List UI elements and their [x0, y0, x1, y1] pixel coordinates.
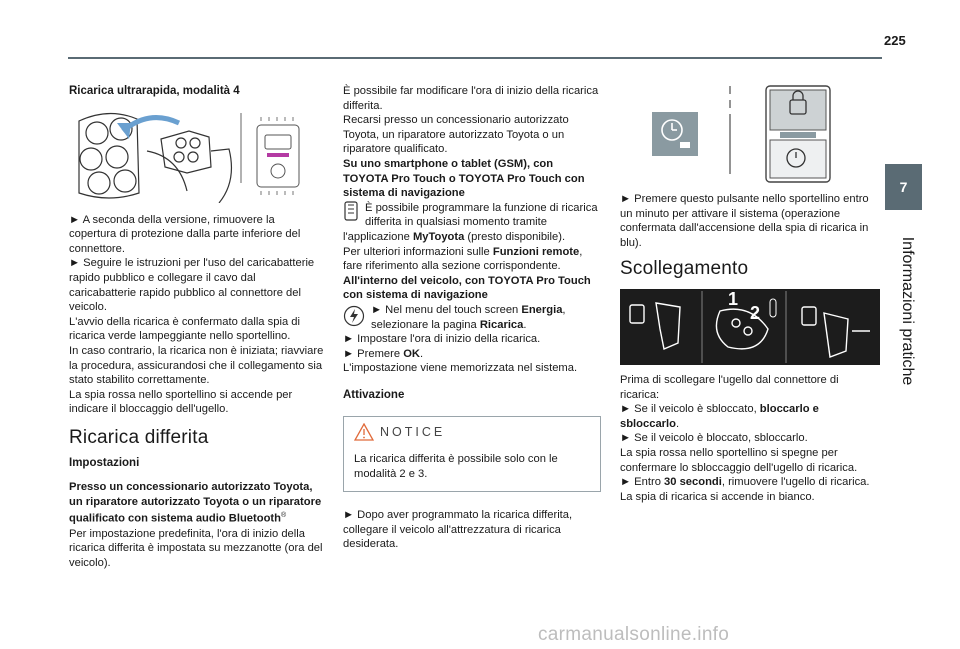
- section-disconnection: Scollegamento: [620, 258, 749, 280]
- bullet-within-30s: ► Entro 30 secondi, rimuovere l'ugello di ricarica.: [620, 476, 870, 489]
- bullet-after-programming: ► Dopo aver programmato la ricarica differita, collegare il veicolo all'attrezzatura di ricarica desiderata.: [343, 509, 573, 551]
- para-more-info: Per ulteriori informazioni sulle Funzioni remote, fare riferimento alla sezione corrispondente.: [343, 245, 583, 273]
- column-1: [69, 84, 324, 570]
- para-touch-menu: ► Nel menu del touch screen Energia, selezionare la pagina Ricarica.: [343, 303, 601, 332]
- notice-box: [343, 416, 601, 492]
- connector-illustration: [69, 111, 324, 203]
- bullet-remove-cover: ► A seconda della versione, rimuovere la copertura di protezione dalla parte inferiore del connettore.: [69, 213, 301, 255]
- timer-button-illustration: [620, 84, 880, 184]
- disconnection-illustration: [620, 289, 875, 365]
- para-charging-start: L'avvio della ricarica è confermato dalla spia di ricarica verde lampeggiante nello sportellino.: [69, 315, 300, 343]
- para-red-light: La spia rossa nello sportellino si accende per indicare il bloccaggio dell'ugello.: [69, 388, 293, 416]
- para-phone-app: È possibile programmare la funzione di ricarica differita in qualsiasi momento tramite l'applicazione MyToyota (presto disponibile).: [343, 201, 598, 243]
- header-rule: [68, 57, 882, 59]
- bullet-press-button: ► Premere questo pulsante nello sportellino entro un minuto per attivare il sistema (operazione confermata dall'accensione della spia di ricarica in blu).: [620, 193, 869, 249]
- para-default-time: Per impostazione predefinita, l'ora di inizio della ricarica differita è impostata su mezzanotte (ora del veicolo).: [69, 527, 323, 569]
- para-red-off: La spia rossa nello sportellino si spegne per confermare lo sbloccaggio dell'ugello di ricarica.: [620, 446, 858, 474]
- warning-icon: [354, 423, 374, 441]
- connector-figure: [69, 111, 324, 203]
- svg-text:1: 1: [728, 288, 739, 309]
- page-number: 225: [884, 33, 906, 48]
- chapter-tab: 7: [885, 164, 922, 210]
- section-deferred-charging: Ricarica differita: [69, 426, 209, 448]
- para-before-disconnect: Prima di scollegare l'ugello dal connettore di ricarica:: [620, 373, 839, 401]
- bullet-set-time: ► Impostare l'ora di inizio della ricarica.: [343, 333, 541, 346]
- notice-header: NOTICE: [380, 425, 590, 440]
- energy-icon: [343, 305, 365, 327]
- para-saved: L'impostazione viene memorizzata nel sistema.: [343, 362, 578, 375]
- para-not-started: In caso contrario, la ricarica non è iniziata; riavviare la procedura, assicurandosi che il collegamento sia stato stabilito correttamente.: [69, 344, 324, 387]
- para-dealer: Recarsi presso un concessionario autorizzato Toyota, un riparatore autorizzato Toyota o un riparatore qualificato.: [343, 114, 569, 156]
- notice-text: La ricarica differita è possibile solo con le modalità 2 e 3.: [354, 453, 558, 480]
- bold-inside-vehicle: All'interno del veicolo, con TOYOTA Pro Touch con sistema di navigazione: [343, 274, 591, 302]
- para-white-light: La spia di ricarica si accende in bianco.: [620, 490, 815, 503]
- sub-heading-activation: Attivazione: [343, 388, 405, 401]
- column-2: [343, 84, 601, 552]
- bullet-if-locked: ► Se il veicolo è bloccato, sbloccarlo.: [620, 432, 808, 445]
- svg-text:2: 2: [750, 302, 761, 323]
- watermark: carmanualsonline.info: [538, 624, 730, 645]
- bullet-follow-instructions: ► Seguire le istruzioni per l'uso del caricabatterie rapido pubblico e collegare il cavo dal caricabatterie rapido pubblico al connettore del veicolo.: [69, 257, 315, 314]
- column-3: [620, 84, 880, 504]
- smartphone-icon: [343, 201, 359, 221]
- bullet-press-ok: ► Premere OK.: [343, 347, 424, 360]
- bold-smartphone: Su uno smartphone o tablet (GSM), con TOYOTA Pro Touch o TOYOTA Pro Touch con sistema di navigazione: [343, 157, 585, 200]
- heading-ultrarapid: Ricarica ultrarapida, modalità 4: [69, 85, 240, 97]
- bold-dealer-para: Presso un concessionario autorizzato Toyota, un riparatore autorizzato Toyota o un riparatore qualificato con sistema audio Bluetooth®: [69, 481, 322, 526]
- chapter-title: Informazioni pratiche: [899, 236, 916, 386]
- para-modify-time: È possibile far modificare l'ora di inizio della ricarica differita.: [343, 85, 599, 112]
- bullet-if-unlocked: ► Se il veicolo è sbloccato, bloccarlo e sbloccarlo.: [620, 403, 819, 430]
- timer-button-icon: [652, 112, 698, 156]
- timer-button-figure: [620, 84, 880, 184]
- sub-heading-settings: Impostazioni: [69, 456, 140, 469]
- disconnection-figure: [620, 289, 880, 365]
- chapter-title-vertical: [888, 222, 918, 402]
